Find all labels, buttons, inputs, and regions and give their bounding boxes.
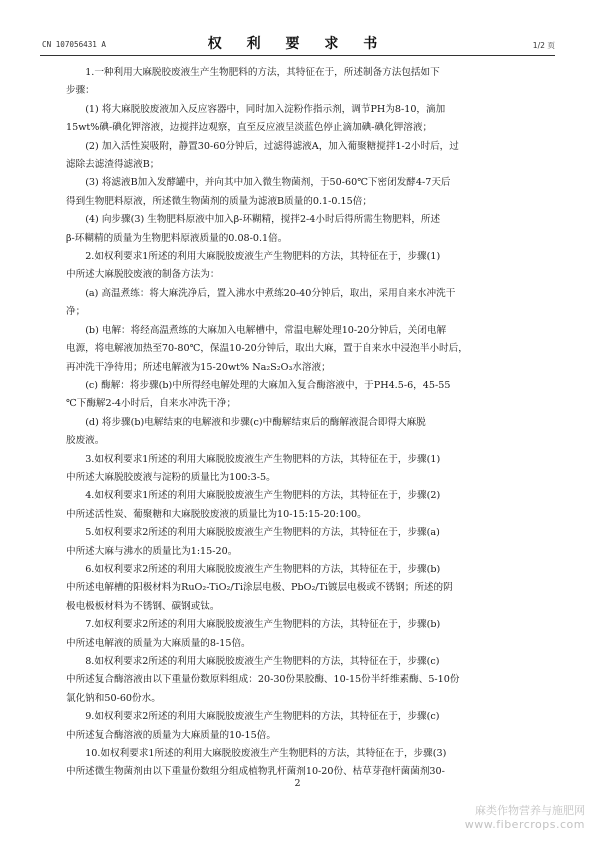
claim-line: 氯化钠和50-60份水。 [66,692,161,704]
claim-paragraph [66,174,536,211]
claim-line: 中所述微生物菌剂由以下重量份数组分组成植物乳杆菌剂10-20份、枯草芽孢杆菌菌剂30- [66,766,445,778]
claim-line: 中所述大麻与沸水的质量比为1:15-20。 [66,545,238,557]
claim-paragraph [66,451,536,488]
claim-line: 15wt%碘-碘化钾溶液，边搅拌边观察，直至反应液呈淡蓝色停止滴加碘-碘化钾溶液； [66,122,433,134]
watermark-site-name: 麻类作物营养与施肥网 [475,804,585,817]
claim-paragraph [66,64,536,101]
claim-line: 电源，将电解液加热至70-80℃，保温10-20分钟后，取出大麻，置于自来水中浸泡半小时后， [66,343,468,355]
claim-line: (3) 将滤液B加入发酵罐中，并向其中加入微生物菌剂，于50-60℃下密闭发酵4-7天后 [85,177,451,189]
claim-line: 10.如权利要求1所述的利用大麻脱胶废液生产生物肥料的方法，其特征在于，步骤(3) [85,748,447,760]
claim-line: 步骤： [66,85,95,97]
claims-body [66,64,536,782]
claim-line: (4) 向步骤(3) 生物肥料原液中加入β-环糊精，搅拌2-4小时后得所需生物肥料，所述 [85,214,441,226]
claim-paragraph [66,487,536,524]
claim-line: 2.如权利要求1所述的利用大麻脱胶废液生产生物肥料的方法，其特征在于，步骤(1) [85,251,441,263]
page-number: 2 [294,778,301,789]
claim-line: 滤除去滤渣得滤液B； [66,159,160,171]
claim-paragraph [66,101,536,138]
claim-line: ℃下酶解2-4小时后，自来水冲洗干净； [66,398,237,410]
claim-paragraph [66,414,536,451]
claim-line: 3.如权利要求1所述的利用大麻脱胶废液生产生物肥料的方法，其特征在于，步骤(1) [85,453,441,465]
claim-paragraph [66,708,536,745]
claim-line: 中所述大麻脱胶废液与淀粉的质量比为100:3-5。 [66,471,276,483]
claim-line: 中所述电解槽的阳极材料为RuO₂-TiO₂/Ti涂层电极、PbO₂/Ti镀层电极或不锈钢；所述的阴 [66,582,453,594]
claim-paragraph [66,285,536,322]
claim-line: (2) 加入活性炭吸附，静置30-60分钟后，过滤得滤液A，加入葡聚糖搅拌1-2小时后，过 [85,140,459,152]
watermark [465,804,585,832]
claim-line: 中所述电解液的质量为大麻质量的8-15倍。 [66,637,251,649]
claim-line: 9.如权利要求2所述的利用大麻脱胶废液生产生物肥料的方法，其特征在于，步骤(c) [85,711,440,723]
claim-line: 胶废液。 [66,435,105,447]
claim-paragraph [66,211,536,248]
publication-number: CN 107056431 A [42,40,107,49]
claim-line: 1.一种利用大麻脱胶废液生产生物肥料的方法，其特征在于，所述制备方法包括如下 [85,67,440,78]
claim-line: (1) 将大麻脱胶废液加入反应容器中，同时加入淀粉作指示剂，调节PH为8-10，滴加 [85,103,446,115]
claim-paragraph [66,524,536,561]
claim-line: 6.如权利要求2所述的利用大麻脱胶废液生产生物肥料的方法，其特征在于，步骤(b) [85,563,441,575]
claim-line: 净； [66,306,86,318]
claim-paragraph [66,745,536,782]
claim-line: 4.如权利要求1所述的利用大麻脱胶废液生产生物肥料的方法，其特征在于，步骤(2) [85,490,441,502]
claim-line: (d) 将步骤(b)电解结束的电解液和步骤(c)中酶解结束后的酶解液混合即得大麻脱 [85,416,426,428]
claim-line: 5.如权利要求2所述的利用大麻脱胶废液生产生物肥料的方法，其特征在于，步骤(a) [85,527,440,539]
claim-line: (a) 高温煮练：将大麻洗净后，置入沸水中煮练20-40分钟后，取出，采用自来水冲洗干 [85,287,456,299]
claim-line: 中所述大麻脱胶废液的制备方法为： [66,269,220,281]
watermark-url: www.fibercrops.com [464,818,585,831]
claim-paragraph [66,653,536,708]
claim-line: 再冲洗干净待用；所述电解液为15-20wt% Na₂S₂O₃水溶液； [66,361,331,373]
claim-paragraph [66,138,536,175]
claim-paragraph [66,377,536,414]
claim-line: 得到生物肥料原液，所述微生物菌剂的质量为滤液B质量的0.1-0.15倍； [66,195,372,207]
header-divider [40,55,555,56]
claim-line: β-环糊精的质量为生物肥料原液质量的0.08-0.1倍。 [66,232,288,244]
page-indicator: 1/2 页 [532,41,555,50]
claim-line: (b) 电解：将经高温煮练的大麻加入电解槽中，常温电解处理10-20分钟后，关闭电解 [85,324,447,336]
claim-line: 中所述复合酶溶液由以下重量份数原料组成：20-30份果胶酶、10-15份半纤维素酶、5-10份 [66,674,460,686]
claim-paragraph [66,248,536,285]
claim-line: (c) 酶解：将步骤(b)中所得经电解处理的大麻加入复合酶溶液中，于PH4.5-6，45-55 [85,379,451,391]
claim-paragraph [66,561,536,616]
claim-line: 中所述复合酶溶液的质量为大麻质量的10-15倍。 [66,729,276,741]
claim-line: 7.如权利要求2所述的利用大麻脱胶废液生产生物肥料的方法，其特征在于，步骤(b) [85,619,441,631]
claim-line: 极电极板材料为不锈钢、碳钢或钛。 [66,600,220,612]
document-title: 权 利 要 求 书 [207,36,388,52]
claim-paragraph [66,616,536,653]
claim-line: 中所述活性炭、葡聚糖和大麻脱胶废液的质量比为10-15:15-20:100。 [66,508,367,520]
claim-line: 8.如权利要求2所述的利用大麻脱胶废液生产生物肥料的方法，其特征在于，步骤(c) [85,656,440,667]
claim-paragraph [66,322,536,377]
